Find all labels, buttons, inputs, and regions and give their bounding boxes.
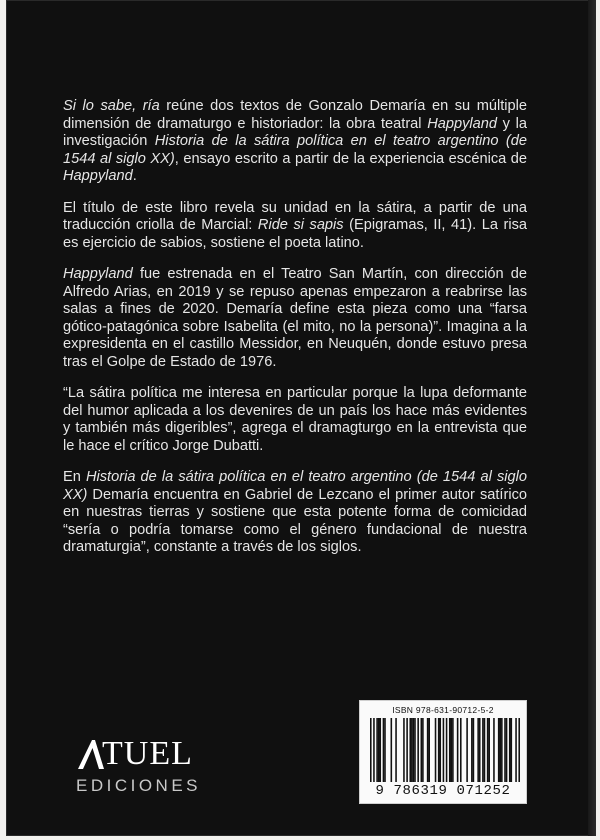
isbn-barcode (359, 700, 527, 804)
back-cover-blurb (63, 98, 527, 571)
essay-title: Historia de la sátira política en el teatro argentino (de 1544 al siglo XX) (63, 133, 527, 167)
barcode-bar (479, 718, 481, 782)
barcode-bar (413, 718, 415, 782)
barcode-bar (403, 718, 405, 782)
barcode-bar (439, 718, 441, 782)
play-title: Happyland (427, 115, 497, 132)
barcode-bars (370, 718, 520, 782)
barcode-bar (452, 718, 454, 782)
barcode-bar (504, 718, 506, 782)
barcode-bar (435, 718, 437, 782)
barcode-bar (451, 718, 453, 782)
barcode-bar (477, 718, 479, 782)
barcode-bar (473, 718, 475, 782)
barcode-bar (484, 718, 486, 782)
barcode-bar (421, 718, 423, 782)
ean-digits: 9 786319 071252 (375, 783, 511, 799)
publisher-logo-mark (76, 736, 206, 772)
barcode-bar (391, 718, 393, 782)
blurb-text: reúne dos textos de Gonzalo Demaría en su múltiple dimensión de dramaturgo e historiador: la obra teatral (63, 98, 527, 132)
blurb-paragraph-1 (63, 98, 527, 186)
barcode-bar (414, 718, 416, 782)
barcode-bar (376, 718, 378, 782)
barcode-bar (409, 718, 411, 782)
barcode-bar (449, 718, 451, 782)
blurb-text: Demaría encuentra en Gabriel de Lezcano el primer autor satírico en nuestras tierras y sostiene que esta potente forma de comicidad “sería o podría tomarse como el género fundacional de nuestra dramaturgia”, constante a través de los siglos. (63, 486, 527, 555)
barcode-bar (509, 718, 511, 782)
barcode-bar (370, 718, 372, 782)
barcode-bar (506, 718, 508, 782)
publisher-logo-subtitle: EDICIONES (76, 776, 202, 795)
barcode-bar (446, 718, 448, 782)
barcode-bar (493, 718, 495, 782)
latin-quote: Ride si sapis (257, 217, 344, 233)
barcode-bar (499, 718, 501, 782)
barcode-bar (378, 718, 380, 782)
barcode-bar (501, 718, 503, 782)
blurb-text: , ensayo escrito a partir de la experiencia escénica de (174, 150, 527, 167)
barcode-bar (457, 718, 459, 782)
barcode-bar (411, 718, 413, 782)
blurb-text: (Epigramas, II, 41). La risa es ejercicio de sabios, sostiene el poeta latino. (63, 217, 527, 251)
blurb-paragraph-4: “La sátira política me interesa en particular porque la lupa deformante del humor aplicada a los devenires de un país los hace más evidentes y también más digeribles”, agrega el dramagturgo en la entrevista que le hace el crítico Jorge Dubatti. (63, 385, 527, 454)
barcode-bar (379, 718, 381, 782)
barcode-bar (417, 718, 419, 782)
isbn-label: ISBN 978-631-90712-5-2 (392, 705, 494, 715)
barcode-bar (488, 718, 490, 782)
blurb-text: y la investigación (63, 115, 528, 149)
publisher-logo (76, 736, 206, 796)
book-title: Si lo sabe, ría (63, 98, 160, 114)
blurb-text: fue estrenada en el Teatro San Martín, con dirección de Alfredo Arias, en 2019 y se repuso apenas empezaron a reabrirse las salas a fines de 2020. Demaría define esta pieza como una “farsa gótico-patagónica sobre Isabelita (el mito, no la persona)”. Imagina a la expresidenta en el castillo Messidor, en Neuquén, donde estuvo presa tras el Golpe de Estado de 1976. (63, 266, 527, 370)
barcode-bar (395, 718, 397, 782)
blurb-text: El título de este libro revela su unidad en la sátira, a partir de una traducción criolla de Marcial: (63, 199, 527, 233)
play-title: Happyland (63, 168, 133, 184)
barcode-bar (406, 718, 408, 782)
play-title: Happyland (63, 266, 133, 282)
barcode-bar (511, 718, 513, 782)
barcode-bar (515, 718, 517, 782)
barcode-bar (438, 718, 440, 782)
barcode-bar (518, 718, 520, 782)
essay-title: Historia de la sátira política en el teatro argentino (de 1544 al siglo XX) (63, 469, 527, 503)
barcode-bar (373, 718, 375, 782)
blurb-paragraph-3 (63, 266, 527, 371)
barcode-bar (427, 718, 429, 782)
barcode-bar (471, 718, 473, 782)
barcode-bar (487, 718, 489, 782)
publisher-logo-word: TUEL (102, 735, 193, 772)
barcode-bar (460, 718, 462, 782)
blurb-text: En (63, 469, 86, 485)
blurb-paragraph-2 (63, 200, 527, 253)
blurb-paragraph-5 (63, 469, 527, 557)
barcode-bar (384, 718, 386, 782)
barcode-bar (428, 718, 430, 782)
barcode-bar (443, 718, 445, 782)
barcode-bar (466, 718, 468, 782)
barcode-bar (383, 718, 385, 782)
barcode-bar (498, 718, 500, 782)
blurb-text: . (132, 168, 137, 184)
barcode-bar (422, 718, 424, 782)
barcode-bar (482, 718, 484, 782)
back-cover (6, 0, 596, 836)
